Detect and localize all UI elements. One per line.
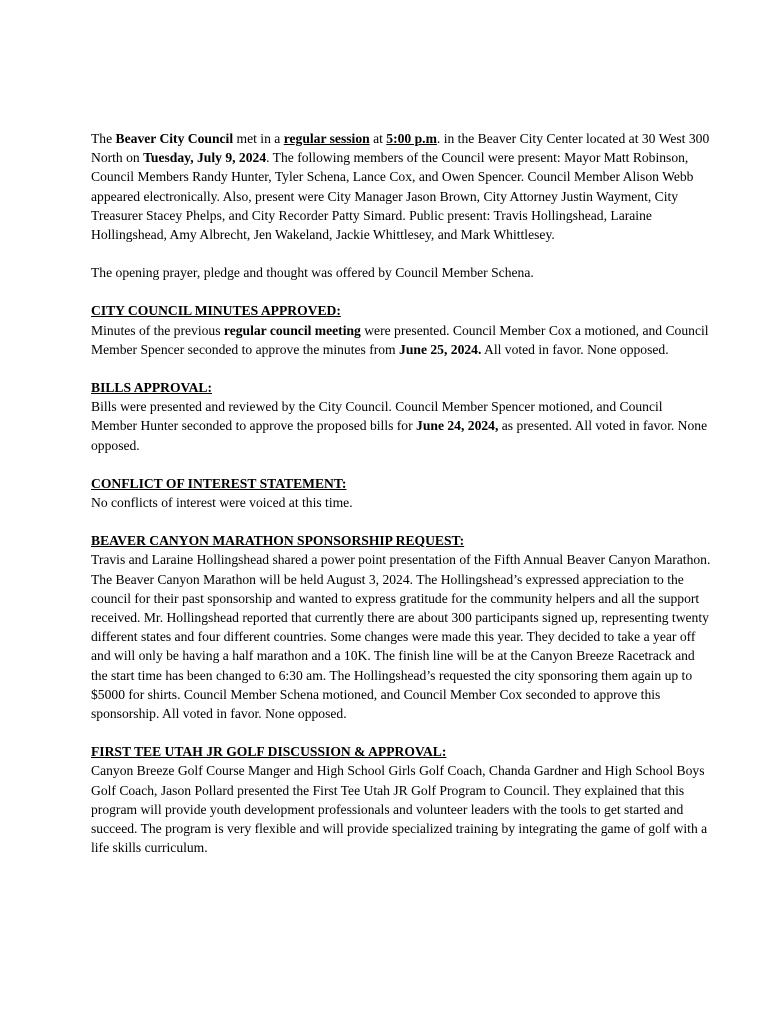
minutes-date: June 25, 2024. xyxy=(399,341,482,357)
minutes-text: were presented. Council Member Cox a motioned, and Council Member Spencer seconded to approve the minutes from xyxy=(91,322,709,357)
minutes-text: All voted in favor. None opposed. xyxy=(481,341,669,357)
bills-section xyxy=(91,378,711,455)
intro-text: The xyxy=(91,131,116,146)
meeting-time: 5:00 p.m xyxy=(386,131,437,146)
bills-date: June 24, 2024, xyxy=(416,418,499,434)
meeting-date: Tuesday, July 9, 2024 xyxy=(143,150,267,166)
minutes-heading: CITY COUNCIL MINUTES APPROVED: xyxy=(91,303,341,319)
marathon-heading: BEAVER CANYON MARATHON SPONSORSHIP REQUEST: xyxy=(91,533,465,549)
minutes-text: Minutes of the previous xyxy=(91,322,224,338)
golf-heading: FIRST TEE UTAH JR GOLF DISCUSSION & APPROVAL: xyxy=(91,744,447,760)
conflict-section xyxy=(91,474,711,512)
minutes-body xyxy=(91,129,711,877)
golf-paragraph: Canyon Breeze Golf Course Manger and High School Girls Golf Coach, Chanda Gardner and High School Boys Golf Coach, Jason Pollard presented the First Tee Utah JR Golf Program to Council. They explained that this program will provide youth development professionals and volunteer leaders with the tools to get started and succeed. The program is very flexible and will provide specialized training by integrating the game of golf with a life skills curriculum. xyxy=(91,763,708,856)
conflict-paragraph: No conflicts of interest were voiced at this time. xyxy=(91,495,353,511)
council-name: Beaver City Council xyxy=(115,131,234,146)
opening-paragraph: The opening prayer, pledge and thought was offered by Council Member Schena. xyxy=(91,265,534,281)
intro-paragraph xyxy=(91,129,711,244)
marathon-paragraph: Travis and Laraine Hollingshead shared a power point presentation of the Fifth Annual Beaver Canyon Marathon. The Beaver Canyon Marathon will be held August 3, 2024. The Hollingshead’s expressed appreciation to the council for their past sponsorship and wanted to express gratitude for the community helpers and all the support received. Mr. Hollingshead reported that currently there are about 300 participants signed up, representing twenty different states and four different countries. Some changes were made this year. They decided to take a year off and will only be having a half marathon and a 10K. The finish line will be at the Canyon Breeze Racetrack and the start time has been changed to 6:30 am. The Hollingshead’s requested the city sponsoring them again up to $5000 for shirts. Council Member Schena motioned, and Council Member Cox seconded to approve this sponsorship. All voted in favor. None opposed. xyxy=(91,552,711,722)
bills-heading: BILLS APPROVAL: xyxy=(91,380,212,396)
conflict-heading: CONFLICT OF INTEREST STATEMENT: xyxy=(91,475,347,491)
intro-text: met in a xyxy=(233,131,284,146)
bills-paragraph xyxy=(91,397,711,455)
minutes-section xyxy=(91,301,711,359)
bills-text: Bills were presented and reviewed by the City Council. Council Member Spencer motioned, and Council Member Hunter seconded to approve the proposed bills for xyxy=(91,399,663,434)
intro-text: at xyxy=(369,131,387,146)
intro-text: . in the Beaver City Center located at 30 West 300 North on xyxy=(91,131,710,166)
bills-text: as presented. All voted in favor. None opposed. xyxy=(91,418,708,453)
session-type: regular session xyxy=(283,131,370,146)
minutes-paragraph xyxy=(91,321,711,359)
marathon-section xyxy=(91,531,711,723)
golf-section xyxy=(91,742,711,857)
intro-text: . The following members of the Council were present: Mayor Matt Robinson, Council Members Randy Hunter, Tyler Schena, Lance Cox, and Owen Spencer. Council Member Alison Webb appeared electronically. Also, present were City Manager Jason Brown, City Attorney Justin Wayment, City Treasurer Stacey Phelps, and City Recorder Patty Simard. Public present: Travis Hollingshead, Laraine Hollingshead, Amy Albrecht, Jen Wakeland, Jackie Whittlesey, and Mark Whittlesey. xyxy=(91,150,694,243)
meeting-type: regular council meeting xyxy=(223,322,361,338)
